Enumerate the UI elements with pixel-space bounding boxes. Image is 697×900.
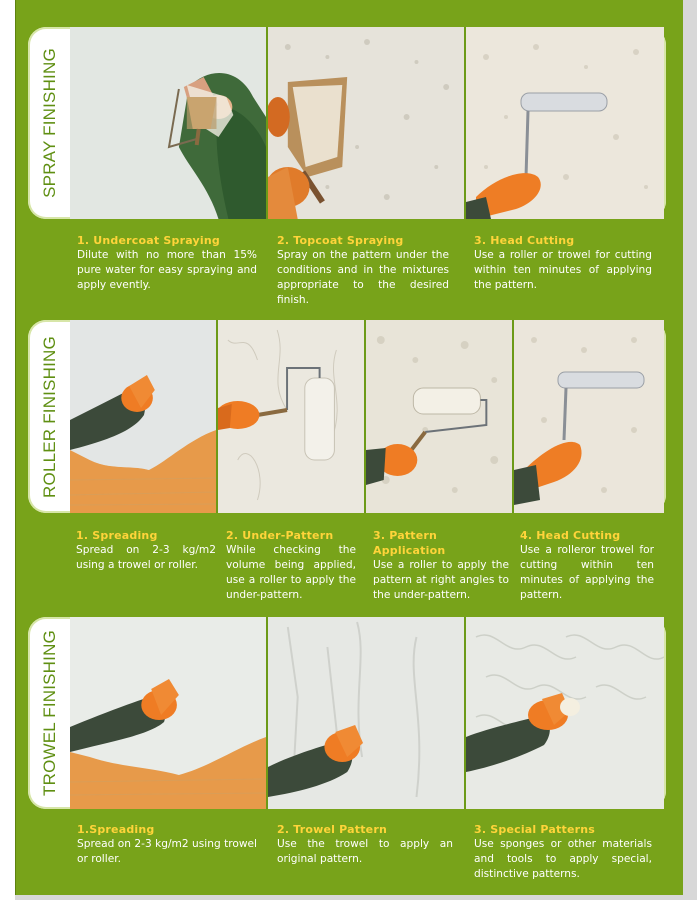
roller-finishing-label: ROLLER FINISHING (40, 335, 59, 498)
step-description: Spread on 2-3 kg/m2 using a trowel or roller. (76, 544, 216, 571)
roller-spreading-photo (70, 320, 218, 513)
trowel-finishing-label: TROWEL FINISHING (40, 630, 59, 796)
bottom-border (15, 895, 683, 900)
under-pattern-photo (218, 320, 366, 513)
head-cutting-roller-caption (520, 528, 654, 603)
step-title: 2. Topcoat Spraying (277, 234, 404, 247)
step-title: 4. Head Cutting (520, 529, 621, 542)
head-cutting-spray-caption (474, 233, 652, 293)
head-cutting-roller-photo (514, 320, 664, 513)
step-description: Use the trowel to apply an original pattern. (277, 838, 453, 865)
step-title: 3. Head Cutting (474, 234, 575, 247)
scrollbar-gutter (683, 0, 697, 900)
step-description: Spread on 2-3 kg/m2 using trowel or roller. (77, 838, 257, 865)
special-patterns-caption (474, 822, 652, 882)
step-title: 1.Spreading (77, 823, 155, 836)
step-title: 1. Spreading (76, 529, 158, 542)
topcoat-spraying-photo (268, 27, 466, 219)
step-title: 1. Undercoat Spraying (77, 234, 220, 247)
pattern-application-caption (373, 528, 509, 603)
undercoat-spraying-photo (70, 27, 268, 219)
roller-spreading-caption (76, 528, 216, 573)
step-description: Spray on the pattern under the conditions and in the mixtures appropriate to the desired finish. (277, 249, 449, 306)
spray-finishing-label: SPRAY FINISHING (40, 48, 60, 198)
pattern-application-photo (366, 320, 514, 513)
step-title: 2. Under-Pattern (226, 529, 334, 542)
step-title: 2. Trowel Pattern (277, 823, 387, 836)
step-description: Use a rolleror trowel for cutting within ten minutes of applying the pattern. (520, 544, 654, 601)
step-description: Use a roller to apply the pattern at right angles to the under-pattern. (373, 559, 509, 601)
step-title: 3. Pattern Application (373, 529, 446, 557)
step-description: Dilute with no more than 15% pure water for easy spraying and apply evently. (77, 249, 257, 291)
step-description: Use a roller or trowel for cutting within ten minutes of applying the pattern. (474, 249, 652, 291)
head-cutting-spray-photo (466, 27, 664, 219)
undercoat-spraying-caption (77, 233, 257, 293)
step-title: 3. Special Patterns (474, 823, 596, 836)
trowel-pattern-photo (268, 617, 466, 809)
trowel-spreading-caption (77, 822, 257, 867)
step-description: Use sponges or other materials and tools to apply special, distinctive patterns. (474, 838, 652, 880)
under-pattern-caption (226, 528, 356, 603)
trowel-spreading-photo (70, 617, 268, 809)
step-description: While checking the volume being applied, use a roller to apply the under-pattern. (226, 544, 356, 601)
special-patterns-photo (466, 617, 664, 809)
trowel-pattern-caption (277, 822, 453, 867)
topcoat-spraying-caption (277, 233, 449, 308)
